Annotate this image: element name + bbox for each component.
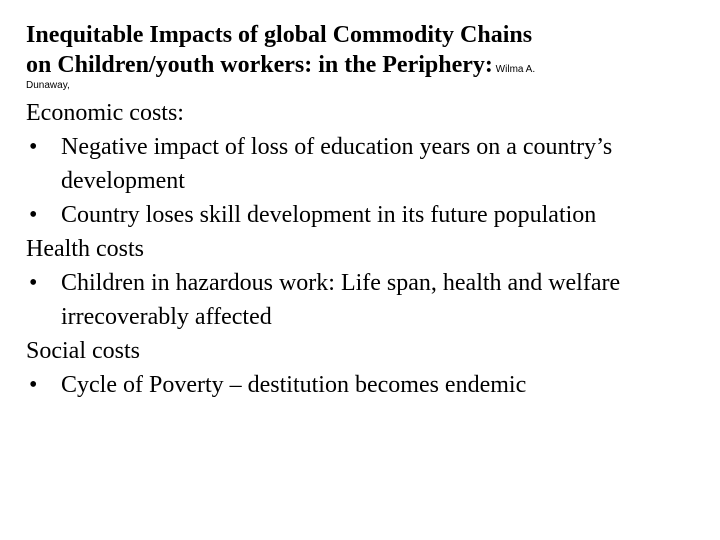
bullet-text: Negative impact of loss of education years on a country’s development	[61, 134, 613, 194]
bullet-item	[26, 198, 671, 232]
author-credit-second: Dunaway,	[26, 80, 70, 91]
slide-title	[26, 20, 716, 92]
author-credit-first: Wilma A.	[492, 64, 536, 75]
section-heading-social: Social costs	[26, 338, 140, 364]
bullet-item	[26, 266, 671, 334]
title-colon: :	[484, 52, 493, 78]
bullet-text: Children in hazardous work: Life span, health and welfare irrecoverably affected	[61, 270, 621, 330]
bullet-item	[26, 130, 671, 198]
bullet-mark: •	[29, 202, 38, 228]
bullet-mark: •	[29, 372, 38, 398]
bullet-text: Country loses skill development in its future population	[61, 202, 597, 228]
section-heading-economic: Economic costs:	[26, 100, 184, 126]
title-line-2	[26, 50, 716, 80]
bullet-mark: •	[29, 270, 38, 296]
title-line-1: Inequitable Impacts of global Commodity Chains	[26, 22, 533, 48]
bullet-text: Cycle of Poverty – destitution becomes endemic	[61, 372, 527, 398]
title-line-2-text: on Children/youth workers: in the Periphery	[26, 52, 485, 78]
section-heading-health: Health costs	[26, 236, 144, 262]
bullet-mark: •	[29, 134, 38, 160]
bullet-item	[26, 368, 671, 402]
slide-body	[26, 96, 706, 402]
